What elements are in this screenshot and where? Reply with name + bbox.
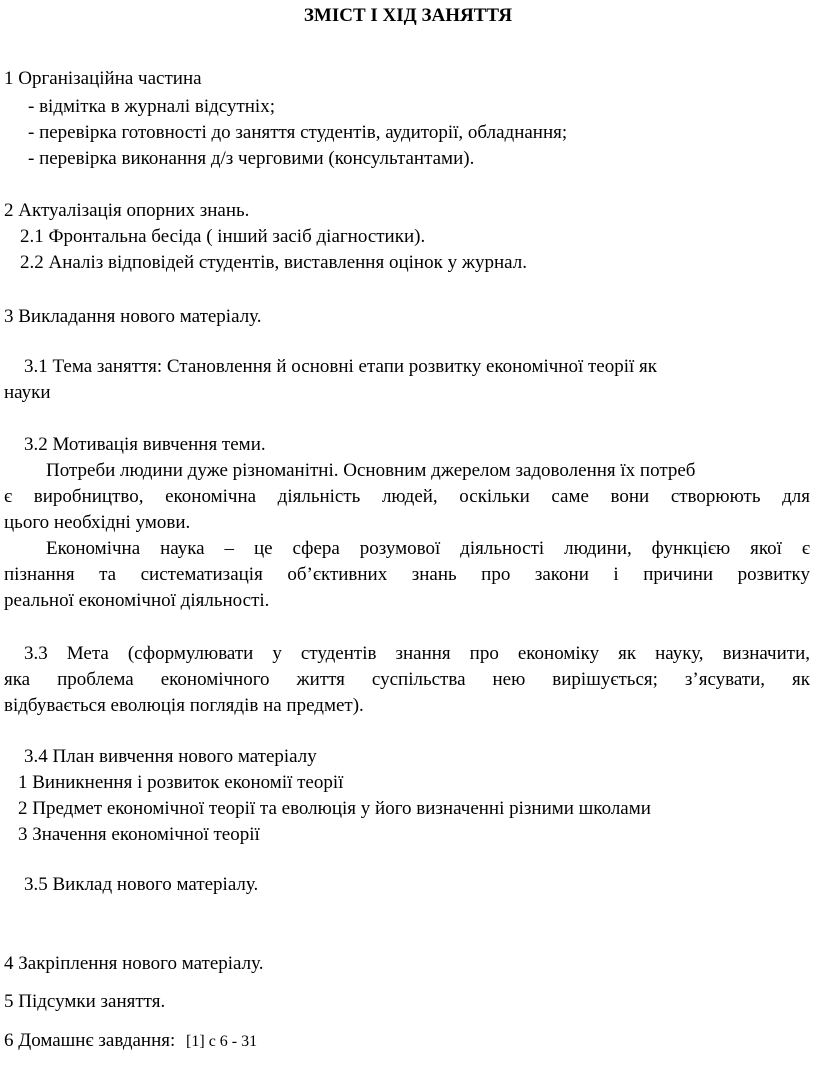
section-1-item: - відмітка в журналі відсутніх; bbox=[28, 96, 275, 117]
motivation-paragraph-line: є виробництво, економічна діяльність людей, оскільки саме вони створюють для bbox=[4, 486, 810, 507]
goal-line: 3.3 Мета (сформулювати у студентів знання про економіку як науку, визначити, bbox=[24, 643, 810, 664]
section-1-item: - перевірка виконання д/з черговими (консультантами). bbox=[28, 148, 475, 169]
motivation-paragraph-line: пізнання та систематизація об’єктивних знань про закони і причини розвитку bbox=[4, 564, 810, 585]
motivation-paragraph-line: цього необхідні умови. bbox=[4, 512, 191, 533]
plan-heading: 3.4 План вивчення нового матеріалу bbox=[24, 746, 317, 767]
motivation-paragraph-line: Економічна наука – це сфера розумової діяльності людини, функцією якої є bbox=[46, 538, 810, 559]
plan-item: 3 Значення економічної теорії bbox=[18, 824, 260, 845]
motivation-paragraph-line: реальної економічної діяльності. bbox=[4, 590, 270, 611]
section-2-item: 2.1 Фронтальна бесіда ( інший засіб діагностики). bbox=[20, 226, 426, 247]
goal-line: яка проблема економічного життя суспільства нею вирішується; з’ясувати, як bbox=[4, 669, 810, 690]
topic-line: науки bbox=[4, 382, 51, 403]
section-2-heading: 2 Актуалізація опорних знань. bbox=[4, 200, 250, 221]
section-4-heading: 4 Закріплення нового матеріалу. bbox=[4, 953, 264, 974]
topic-line: 3.1 Тема заняття: Становлення й основні етапи розвитку економічної теорії як bbox=[24, 356, 658, 377]
page-title: ЗМІСТ І ХІД ЗАНЯТТЯ bbox=[303, 5, 513, 26]
goal-line: відбувається еволюція поглядів на предмет). bbox=[4, 695, 364, 716]
section-2-item: 2.2 Аналіз відповідей студентів, виставлення оцінок у журнал. bbox=[20, 252, 527, 273]
presentation-heading: 3.5 Виклад нового матеріалу. bbox=[24, 874, 259, 895]
homework-value: [1] с 6 - 31 bbox=[186, 1033, 258, 1050]
motivation-paragraph-line: Потреби людини дуже різноманітні. Основним джерелом задоволення їх потреб bbox=[46, 460, 696, 481]
section-1-item: - перевірка готовності до заняття студентів, аудиторії, обладнання; bbox=[28, 122, 568, 143]
section-5-heading: 5 Підсумки заняття. bbox=[4, 991, 166, 1012]
motivation-heading: 3.2 Мотивація вивчення теми. bbox=[24, 434, 266, 455]
section-3-heading: 3 Викладання нового матеріалу. bbox=[4, 306, 262, 327]
plan-item: 2 Предмет економічної теорії та еволюція у його визначенні різними школами bbox=[18, 798, 651, 819]
plan-item: 1 Виникнення і розвиток економії теорії bbox=[18, 772, 344, 793]
homework-label: 6 Домашнє завдання: bbox=[4, 1030, 176, 1051]
section-6-heading bbox=[4, 1029, 810, 1054]
section-1-heading: 1 Організаційна частина bbox=[4, 68, 202, 89]
